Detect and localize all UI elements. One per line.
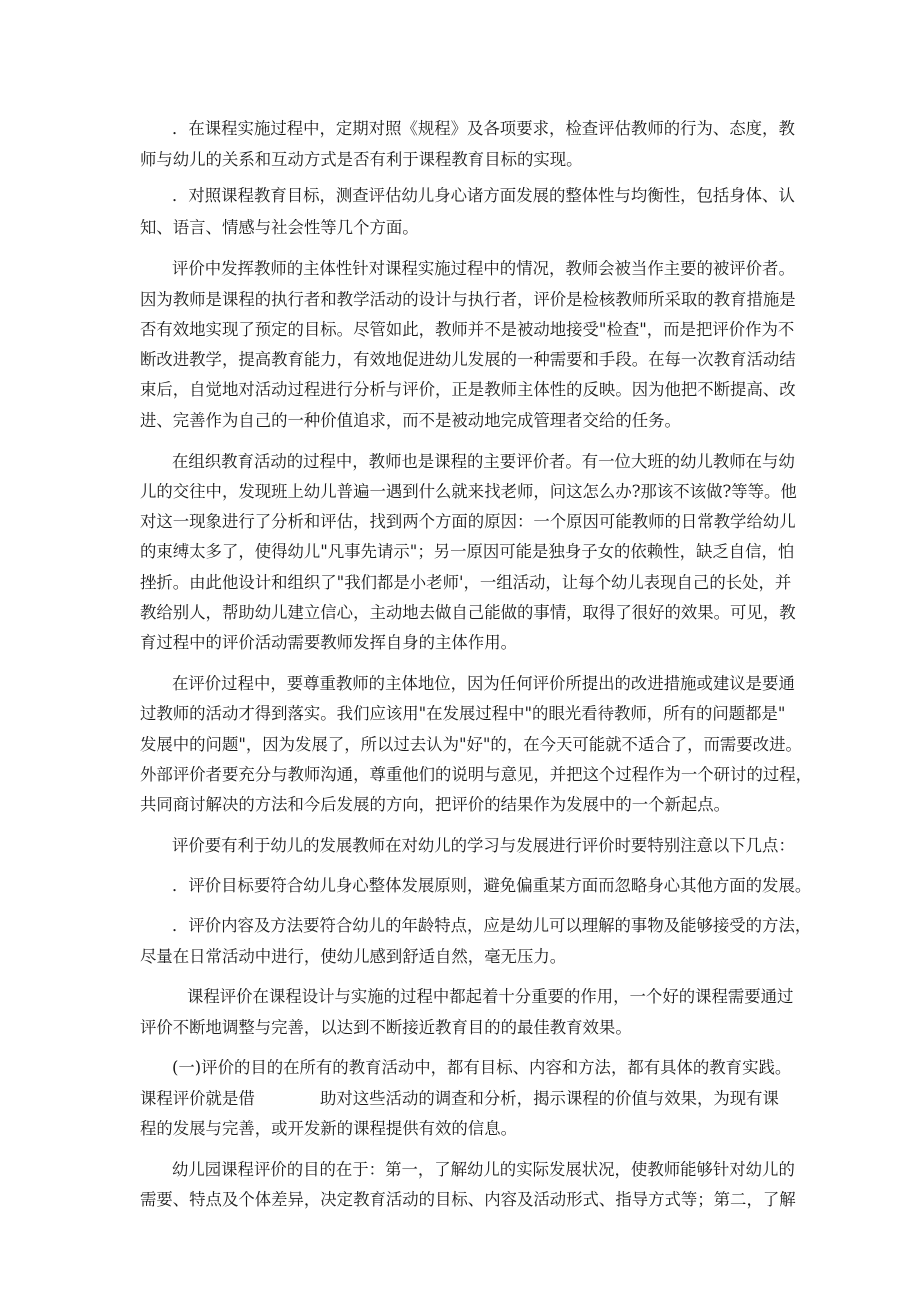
paragraph-9-line-1: 课程评价在课程设计与实施的过程中都起着十分重要的作用，一个好的课程需要通过 [187, 987, 794, 1006]
paragraph-6-line-1: 评价要有利于幼儿的发展教师在对幼儿的学习与发展进行评价时要特别注意以下几点： [172, 836, 795, 855]
paragraph-10-line-1: (一)评价的目的在所有的教育活动中，都有目标、内容和方法，都有具体的教育实践。 [172, 1058, 792, 1077]
paragraph-5-line-1: 在评价过程中，要尊重教师的主体地位，因为任何评价所提出的改进措施或建议是要通 [172, 674, 795, 693]
paragraph-9-line-2: 评价不断地调整与完善，以达到不断接近教育目的的最佳教育效果。 [140, 1018, 632, 1037]
paragraph-10-line-2-part-1: 课程评价就是借 [140, 1089, 255, 1108]
paragraph-10-line-3: 程的发展与完善，或开发新的课程提供有效的信息。 [140, 1119, 517, 1138]
paragraph-4-line-1: 在组织教育活动的过程中，教师也是课程的主要评价者。有一位大班的幼儿教师在与幼 [172, 452, 795, 471]
paragraph-11-line-2: 需要、特点及个体差异，决定教育活动的目标、内容及活动形式、指导方式等；第二，了解 [140, 1190, 796, 1209]
paragraph-11-line-1: 幼儿园课程评价的目的在于：第一，了解幼儿的实际发展状况，使教师能够针对幼儿的 [172, 1160, 795, 1179]
paragraph-10-line-2-part-2: 助对这些活动的调查和分析，揭示课程的价值与效果，为现有课 [320, 1089, 779, 1108]
paragraph-5-line-3: 发展中的问题"，因为发展了，所以过去认为"好"的，在今天可能就不适合了，而需要改进。 [140, 735, 802, 754]
paragraph-4-line-7: 育过程中的评价活动需要教师发挥自身的主体作用。 [140, 633, 517, 652]
paragraph-5-line-4: 外部评价者要充分与教师沟通，尊重他们的说明与意见，并把这个过程作为一个研讨的过程， [140, 765, 813, 784]
paragraph-3-line-1: 评价中发挥教师的主体性针对课程实施过程中的情况，教师会被当作主要的被评价者。 [172, 259, 795, 278]
paragraph-2-line-2: 知、语言、情感与社会性等几个方面。 [140, 218, 419, 237]
paragraph-4-line-3: 对这一现象进行了分析和评估，找到两个方面的原因：一个原因可能教师的日常教学给幼儿 [140, 512, 796, 531]
paragraph-5-line-5: 共同商讨解决的方法和今后发展的方向，把评价的结果作为发展中的一个新起点。 [140, 795, 731, 814]
paragraph-4-line-5: 挫折。由此他设计和组织了"我们都是小老师'，一组活动，让每个幼儿表现自己的长处，并 [140, 573, 792, 592]
paragraph-1-line-2: 师与幼儿的关系和互动方式是否有利于课程教育目标的实现。 [140, 150, 583, 169]
paragraph-5-line-2: 过教师的活动才得到落实。我们应该用"在发展过程中"的眼光看待教师，所有的问题都是" [140, 704, 786, 723]
paragraph-8-line-2: 尽量在日常活动中进行，使幼儿感到舒适自然，毫无压力。 [140, 947, 567, 966]
paragraph-1-line-1: ．在课程实施过程中，定期对照《规程》及各项要求，检查评估教师的行为、态度，教 [172, 119, 795, 138]
paragraph-3-line-3: 否有效地实现了预定的目标。尽管如此，教师并不是被动地接受"检查"，而是把评价作为不 [140, 320, 795, 339]
paragraph-3-line-5: 束后，自觉地对活动过程进行分析与评价，正是教师主体性的反映。因为他把不断提高、改 [140, 380, 796, 399]
paragraph-7-line-1: ．评价目标要符合幼儿身心整体发展原则，避免偏重某方面而忽略身心其他方面的发展。 [172, 876, 812, 895]
paragraph-4-line-2: 儿的交往中，发现班上幼儿普遍一遇到什么就来找老师，问这怎么办?那该不该做?等等。他 [140, 482, 797, 501]
paragraph-3-line-6: 进、完善作为自己的一种价值追求，而不是被动地完成管理者交给的任务。 [140, 411, 681, 430]
paragraph-4-line-4: 的束缚太多了，使得幼儿"凡事先请示"；另一原因可能是独身子女的依赖性，缺乏自信，怕 [140, 542, 795, 561]
paragraph-8-line-1: ．评价内容及方法要符合幼儿的年龄特点，应是幼儿可以理解的事物及能够接受的方法， [172, 916, 812, 935]
paragraph-2-line-1: ．对照课程教育目标，测查评估幼儿身心诸方面发展的整体性与均衡性，包括身体、认 [172, 186, 795, 205]
paragraph-4-line-6: 教给别人，帮助幼儿建立信心，主动地去做自己能做的事情，取得了很好的效果。可见，教 [140, 603, 796, 622]
paragraph-3-line-2: 因为教师是课程的执行者和教学活动的设计与执行者，评价是检核教师所采取的教育措施是 [140, 290, 796, 309]
paragraph-3-line-4: 断改进教学，提高教育能力，有效地促进幼儿发展的一种需要和手段。在每一次教育活动结 [140, 350, 796, 369]
